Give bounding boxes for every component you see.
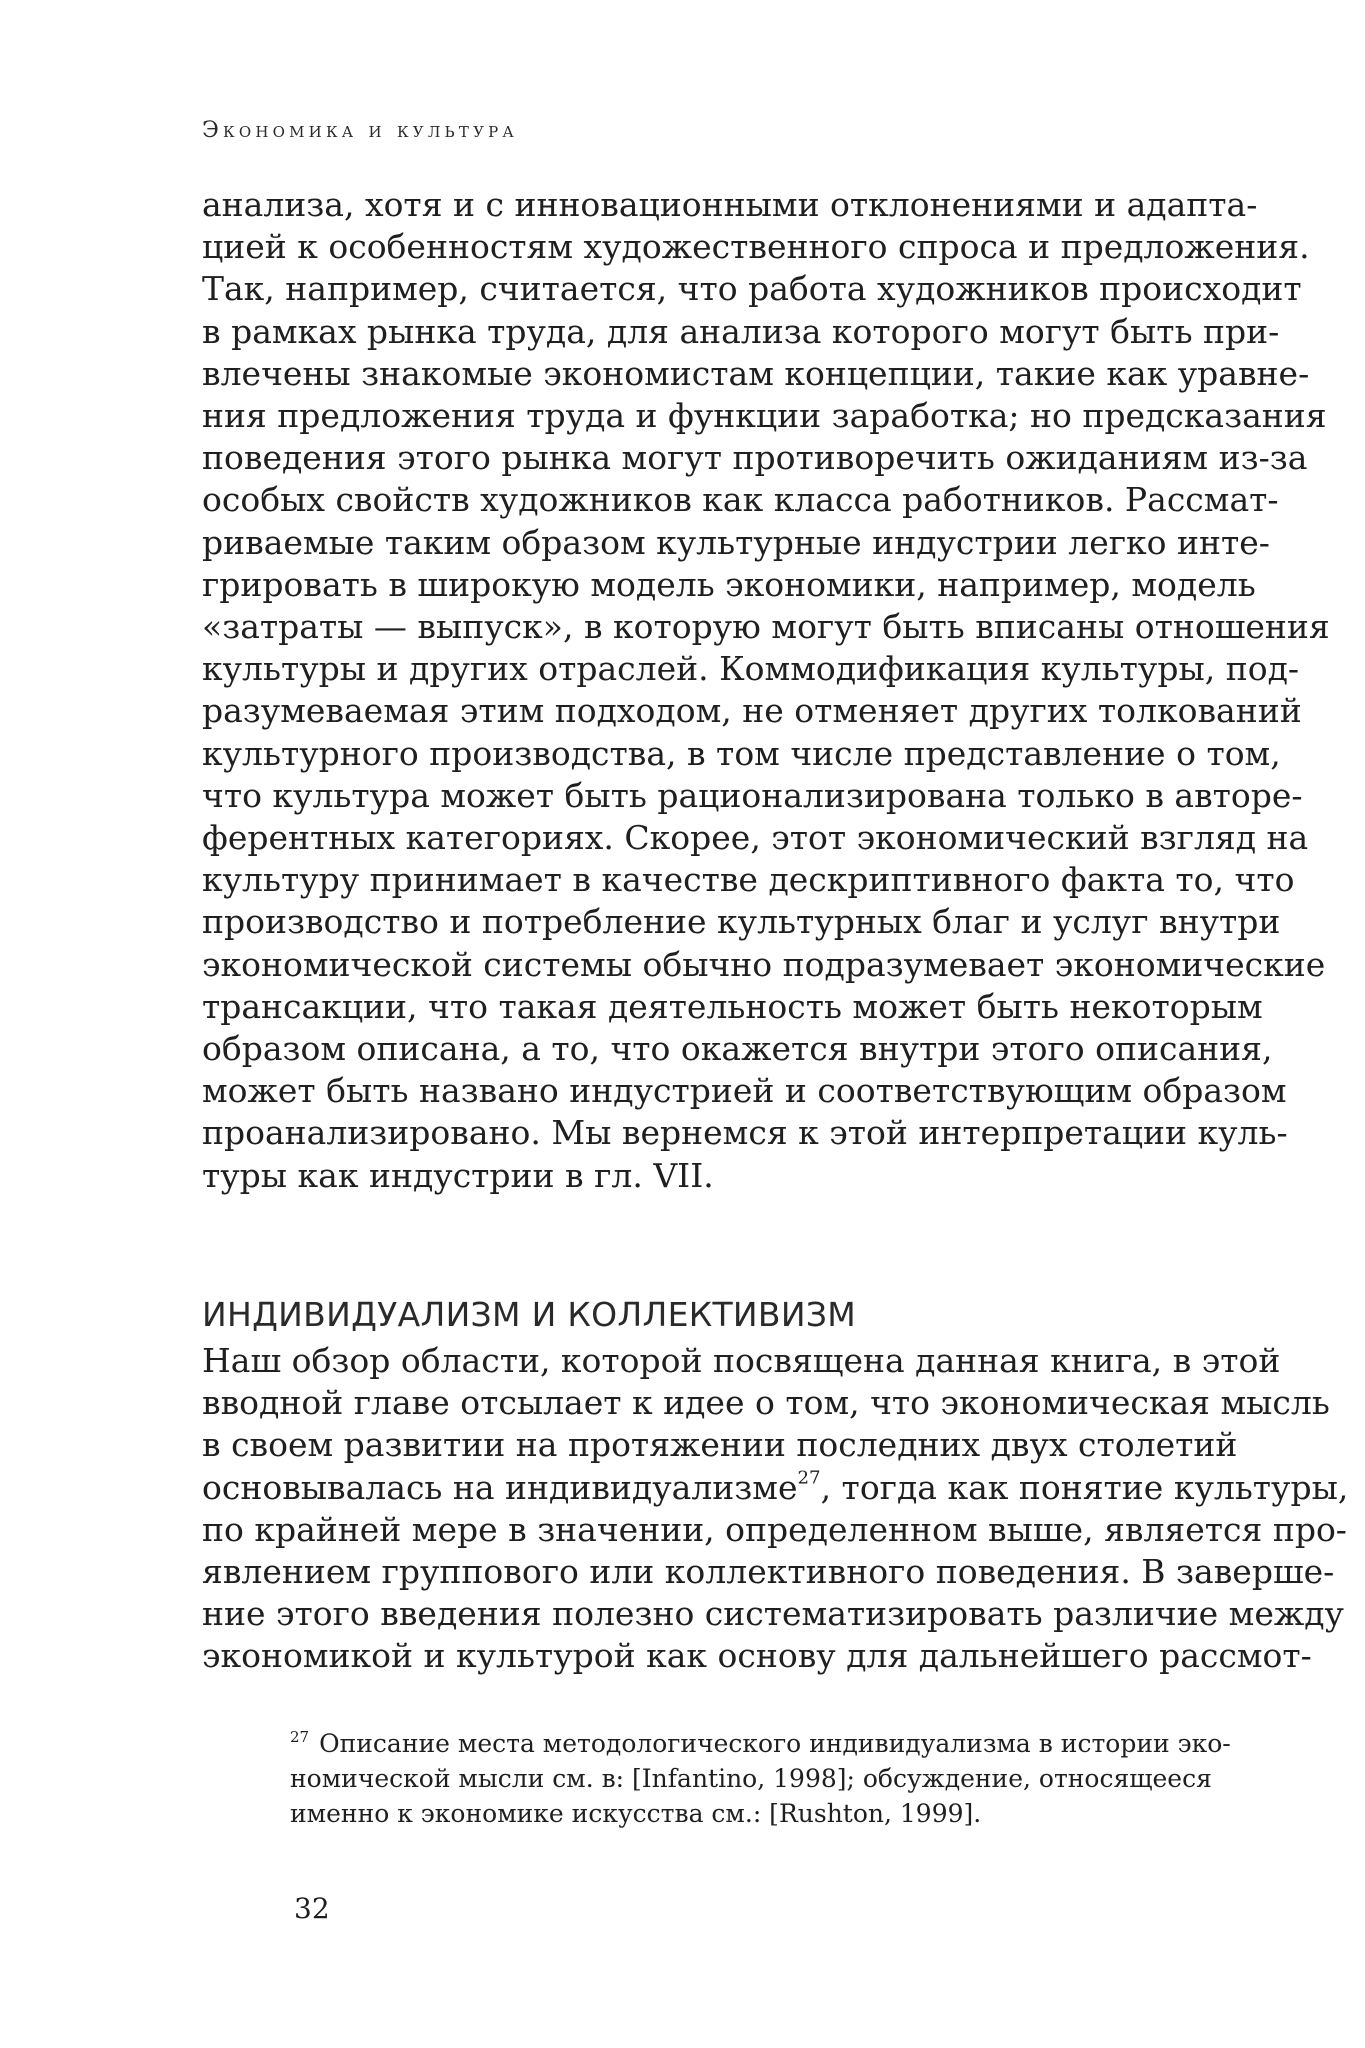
text-line: туры как индустрии в гл. VII. xyxy=(202,1155,714,1195)
text-line: Наш обзор области, которой посвящена данная книга, в этой xyxy=(202,1341,1281,1380)
footnote xyxy=(290,1720,1231,1831)
text-line: проанализировано. Мы вернемся к этой интерпретации куль- xyxy=(202,1113,1288,1153)
text-line: влечены знакомые экономистам концепции, такие как уравне- xyxy=(202,353,1310,393)
text-line: Так, например, считается, что работа художников происходит xyxy=(202,269,1302,309)
text-line: культурного производства, в том числе представление о том, xyxy=(202,733,1281,773)
text-line: производство и потребление культурных благ и услуг внутри xyxy=(202,902,1281,942)
footnote-line: именно к экономике искусства см.: [Rushton, 1999]. xyxy=(290,1799,982,1828)
text-line: что культура может быть рационализирована только в авторе- xyxy=(202,775,1303,815)
text-line: культуру принимает в качестве дескриптивного факта то, что xyxy=(202,860,1295,900)
footnote-line: номической мысли см. в: [Infantino, 1998]; обсуждение, относящееся xyxy=(290,1764,1212,1793)
text-line: разумеваемая этим подходом, не отменяет других толкований xyxy=(202,691,1302,731)
text-line: экономической системы обычно подразумевает экономические xyxy=(202,944,1326,984)
text-line: цией к особенностям художественного спроса и предложения. xyxy=(202,227,1310,267)
footnote-number: 27 xyxy=(290,1728,310,1746)
text-line: грировать в широкую модель экономики, например, модель xyxy=(202,564,1256,604)
running-head: Экономика и культура xyxy=(202,118,518,143)
text-line: риваемые таким образом культурные индустрии легко инте- xyxy=(202,522,1270,562)
text-line: анализа, хотя и с инновационными отклонениями и адапта- xyxy=(202,185,1258,224)
text-line: ния предложения труда и функции заработка; но предсказания xyxy=(202,396,1327,436)
text-fragment: основывалась на индивидуализме xyxy=(202,1467,798,1507)
page-number: 32 xyxy=(294,1892,330,1925)
text-line: поведения этого рынка могут противоречить ожиданиям из-за xyxy=(202,438,1308,478)
text-line: экономикой и культурой как основу для дальнейшего рассмот- xyxy=(202,1636,1312,1676)
text-line: особых свойств художников как класса работников. Рассмат- xyxy=(202,480,1279,520)
section-heading: ИНДИВИДУАЛИЗМ И КОЛЛЕКТИВИЗМ xyxy=(202,1295,857,1335)
text-line: может быть названо индустрией и соответствующим образом xyxy=(202,1071,1287,1111)
text-line: «затраты — выпуск», в которую могут быть вписаны отношения xyxy=(202,607,1330,647)
text-line: в рамках рынка труда, для анализа которого могут быть при- xyxy=(202,311,1280,351)
text-line: вводной главе отсылает к идее о том, что экономическая мысль xyxy=(202,1383,1330,1423)
text-line: трансакции, что такая деятельность может быть некоторым xyxy=(202,986,1263,1026)
text-line: ние этого введения полезно систематизировать различие между xyxy=(202,1594,1344,1634)
footnote-reference[interactable]: 27 xyxy=(797,1467,821,1489)
text-line: образом описана, а то, что окажется внутри этого описания, xyxy=(202,1029,1273,1069)
paragraph-section-intro xyxy=(202,1340,1349,1678)
text-line: явлением группового или коллективного поведения. В заверше- xyxy=(202,1552,1335,1592)
footnote-text: Описание места методологического индивидуализма в истории эко- xyxy=(319,1729,1231,1758)
footnote-line xyxy=(290,1720,1231,1761)
text-fragment: , тогда как понятие культуры, xyxy=(820,1467,1349,1507)
text-line-with-footnote-ref xyxy=(202,1467,1349,1509)
text-line: в своем развитии на протяжении последних двух столетий xyxy=(202,1425,1238,1465)
text-line: ферентных категориях. Скорее, этот экономический взгляд на xyxy=(202,818,1309,858)
text-line: по крайней мере в значении, определенном выше, является про- xyxy=(202,1509,1347,1549)
text-line: культуры и других отраслей. Коммодификация культуры, под- xyxy=(202,649,1300,689)
paragraph-continued xyxy=(202,184,1330,1197)
